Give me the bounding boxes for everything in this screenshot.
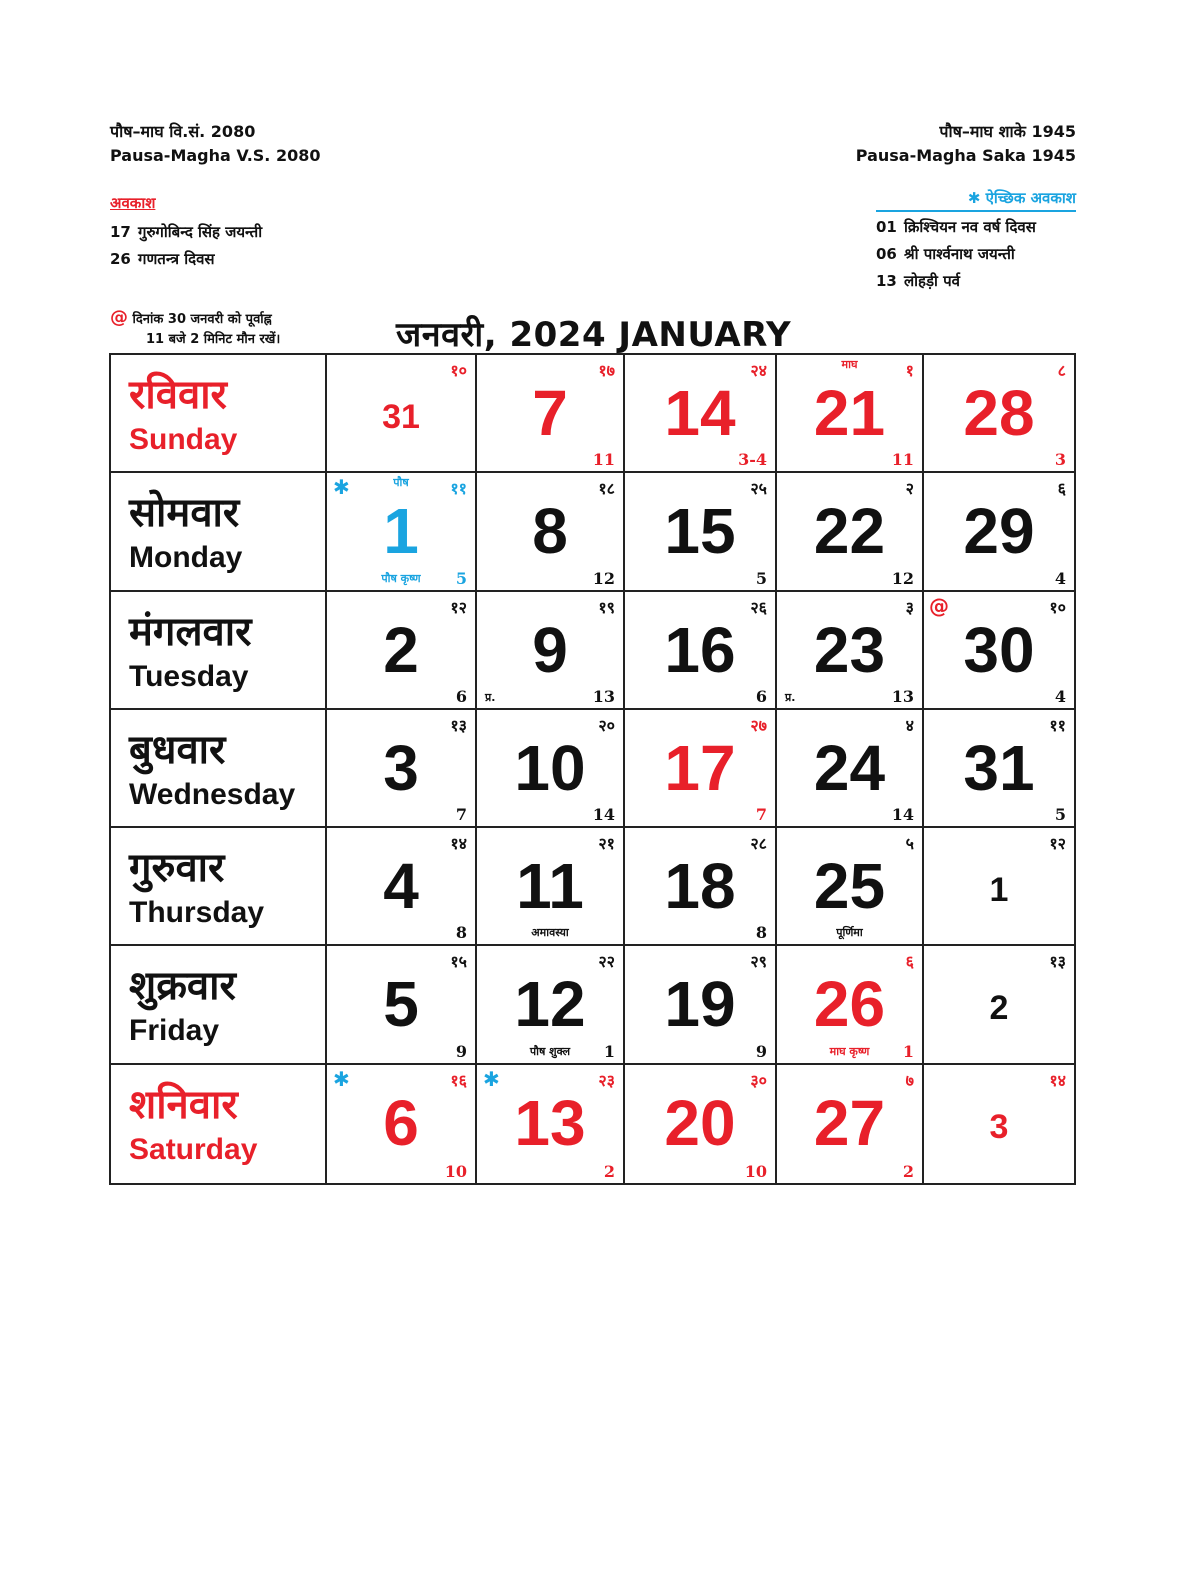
- date-number: 31: [963, 731, 1035, 804]
- date-cell[interactable]: [327, 946, 477, 1064]
- date-number: 7: [532, 377, 568, 449]
- date-cell[interactable]: [777, 355, 924, 473]
- date-cell[interactable]: [777, 828, 924, 946]
- tithi-number: ४: [905, 715, 914, 735]
- at-icon: @: [110, 307, 128, 328]
- date-number: 17: [664, 731, 736, 804]
- tithi-number: १२: [1049, 834, 1066, 854]
- header-left: [110, 120, 320, 168]
- date-cell[interactable]: [777, 592, 924, 710]
- date-cell[interactable]: [924, 710, 1074, 828]
- date-cell[interactable]: [327, 1065, 477, 1183]
- month-start-label: माघ: [841, 358, 858, 371]
- date-cell[interactable]: [477, 946, 625, 1064]
- bottom-number: 13: [592, 686, 615, 706]
- date-number: 2: [383, 613, 419, 686]
- tithi-number: १९: [598, 597, 615, 617]
- bottom-number: 1: [603, 1041, 615, 1061]
- weekday-english: Sunday: [129, 423, 238, 456]
- date-number: 21: [813, 377, 886, 449]
- date-cell[interactable]: [327, 710, 477, 828]
- bottom-number: 6: [755, 686, 767, 706]
- date-cell[interactable]: [924, 592, 1074, 710]
- tithi-number: १: [905, 361, 914, 380]
- date-cell[interactable]: [924, 1065, 1074, 1183]
- date-number: 15: [664, 495, 736, 568]
- weekday-english: Thursday: [129, 896, 265, 930]
- date-cell[interactable]: [777, 1065, 924, 1183]
- date-number: 12: [514, 968, 586, 1041]
- date-cell[interactable]: [924, 473, 1074, 591]
- weekday-cell: [111, 355, 327, 473]
- date-cell[interactable]: [625, 355, 777, 473]
- vs-year-hindi: पौष–माघ वि.सं. 2080: [110, 122, 256, 141]
- tithi-number: ३: [905, 597, 914, 617]
- bottom-number: 5: [755, 568, 767, 588]
- weekday-hindi: गुरुवार: [129, 844, 225, 892]
- weekday-hindi: सोमवार: [129, 489, 240, 537]
- tithi-number: ६: [1057, 479, 1066, 499]
- tithi-number: १२: [450, 597, 467, 617]
- tithi-number: ३०: [750, 1070, 767, 1090]
- bottom-number: 12: [592, 568, 615, 588]
- calendar-grid: [109, 353, 1076, 1185]
- paksha-label: पूर्णिमा: [836, 926, 863, 940]
- tithi-number: २८: [750, 834, 767, 854]
- weekday-hindi: शनिवार: [129, 1080, 238, 1128]
- tithi-number: ७: [905, 1070, 914, 1090]
- date-number: 6: [383, 1086, 419, 1159]
- tithi-number: १६: [450, 1070, 467, 1090]
- weekday-english: Friday: [129, 1014, 220, 1048]
- bottom-number: 13: [891, 686, 914, 706]
- date-number: 8: [532, 495, 568, 568]
- date-number: 3: [383, 731, 419, 804]
- tithi-number: २०: [598, 715, 615, 735]
- at-icon: @: [929, 593, 949, 618]
- optional-holidays-section: [876, 188, 1076, 295]
- date-cell[interactable]: [477, 1065, 625, 1183]
- date-number: 10: [514, 731, 586, 804]
- bottom-number: 3-4: [738, 450, 767, 470]
- date-number: 1: [383, 495, 419, 568]
- vs-year-english: Pausa-Magha V.S. 2080: [110, 146, 321, 165]
- tithi-number: १८: [598, 479, 615, 499]
- weekday-english: Saturday: [129, 1132, 258, 1166]
- weekday-cell: [111, 1065, 327, 1183]
- tithi-number: २९: [750, 952, 767, 972]
- paksha-label: पौष शुक्ल: [529, 1044, 571, 1058]
- tithi-number: २१: [598, 834, 615, 854]
- tithi-number: ६: [905, 952, 914, 972]
- tithi-number: १४: [450, 834, 467, 854]
- date-cell[interactable]: [477, 710, 625, 828]
- date-number: 29: [963, 495, 1035, 568]
- optional-holiday-item: 13 लोहड़ी पर्व: [876, 272, 961, 290]
- weekday-hindi: शुक्रवार: [129, 962, 236, 1010]
- tithi-number: १०: [450, 361, 467, 380]
- date-number: 23: [813, 613, 886, 686]
- date-cell[interactable]: [924, 946, 1074, 1064]
- bottom-number: 2: [902, 1161, 914, 1181]
- holidays-section: [110, 193, 262, 273]
- date-number: 24: [813, 731, 886, 804]
- star-icon: ✱: [967, 189, 981, 207]
- date-cell[interactable]: [327, 592, 477, 710]
- date-cell[interactable]: [477, 473, 625, 591]
- bottom-number: 6: [455, 686, 467, 706]
- bottom-number: 8: [755, 923, 767, 943]
- bottom-number: 4: [1054, 686, 1066, 706]
- tithi-number: २६: [750, 597, 767, 617]
- date-cell[interactable]: [777, 710, 924, 828]
- date-number: 11: [516, 850, 584, 923]
- date-cell[interactable]: [777, 946, 924, 1064]
- bottom-number: 10: [744, 1161, 767, 1181]
- bottom-number: 4: [1054, 568, 1066, 588]
- paksha-label: अमावस्या: [531, 926, 569, 940]
- date-cell[interactable]: [327, 355, 477, 473]
- tithi-number: १४: [1049, 1070, 1066, 1090]
- weekday-cell: [111, 710, 327, 828]
- bottom-number: 7: [455, 805, 467, 825]
- bottom-number: 14: [891, 805, 914, 825]
- tithi-number: ११: [450, 479, 467, 499]
- date-cell[interactable]: [477, 592, 625, 710]
- bottom-number: 10: [444, 1161, 467, 1181]
- date-number: 25: [813, 850, 886, 923]
- tithi-number: १५: [450, 952, 467, 972]
- date-number: 30: [963, 613, 1035, 686]
- optional-holiday-item: 01 क्रिश्चियन नव वर्ष दिवस: [876, 218, 1036, 236]
- tithi-number: २३: [598, 1070, 615, 1090]
- tithi-number: १३: [1049, 952, 1066, 972]
- weekday-hindi: रविवार: [129, 371, 227, 418]
- weekday-cell: [111, 828, 327, 946]
- date-number: 22: [813, 495, 886, 568]
- tithi-number: २७: [750, 715, 767, 735]
- weekday-cell: [111, 473, 327, 591]
- date-cell[interactable]: [477, 355, 625, 473]
- bottom-number: 9: [755, 1041, 767, 1061]
- saka-year-hindi: पौष–माघ शाके 1945: [939, 122, 1076, 141]
- tithi-number: २५: [750, 479, 767, 499]
- weekday-english: Tuesday: [129, 659, 249, 693]
- bottom-number: 5: [1054, 805, 1066, 825]
- date-cell[interactable]: [625, 710, 777, 828]
- weekday-cell: [111, 592, 327, 710]
- date-number: 14: [664, 377, 736, 449]
- date-number: 2: [989, 989, 1009, 1028]
- date-number: 1: [989, 871, 1009, 910]
- star-icon: ✱: [333, 1066, 350, 1091]
- date-cell[interactable]: [924, 355, 1074, 473]
- bottom-number: 3: [1054, 450, 1066, 470]
- date-cell[interactable]: [924, 828, 1074, 946]
- bottom-number: 8: [455, 923, 467, 943]
- silence-note: @ दिनांक 30 जनवरी को पूर्वाह्न 11 बजे 2 मिनिट मौन रखें।: [110, 307, 281, 347]
- weekday-english: Monday: [129, 541, 243, 575]
- star-icon: ✱: [333, 475, 350, 500]
- date-number: 13: [514, 1086, 586, 1159]
- holiday-item: 26 गणतन्त्र दिवस: [110, 250, 215, 268]
- pradosh-label: प्र.: [485, 690, 496, 704]
- date-number: 5: [383, 968, 419, 1041]
- header-right: [856, 120, 1076, 168]
- date-cell[interactable]: [327, 828, 477, 946]
- paksha-label: पौष कृष्ण: [381, 571, 421, 585]
- date-number: 18: [664, 850, 736, 923]
- date-number: 27: [813, 1086, 886, 1159]
- tithi-number: १०: [1049, 597, 1066, 617]
- date-number: 19: [664, 968, 736, 1041]
- holiday-item: 17 गुरुगोबिन्द सिंह जयन्ती: [110, 223, 263, 241]
- bottom-number: 1: [902, 1041, 914, 1061]
- bottom-number: 7: [755, 805, 767, 825]
- bottom-number: 14: [592, 805, 615, 825]
- paksha-label: माघ कृष्ण: [829, 1044, 870, 1058]
- date-number: 31: [382, 398, 420, 436]
- tithi-number: १३: [450, 715, 467, 735]
- tithi-number: ८: [1057, 361, 1066, 380]
- date-number: 3: [989, 1107, 1009, 1146]
- date-cell[interactable]: [625, 946, 777, 1064]
- tithi-number: ११: [1049, 715, 1066, 735]
- date-number: 28: [963, 377, 1035, 449]
- date-number: 20: [664, 1086, 736, 1159]
- date-number: 4: [383, 850, 419, 923]
- star-icon: ✱: [483, 1066, 500, 1091]
- pradosh-label: प्र.: [785, 690, 796, 704]
- bottom-number: 2: [603, 1161, 615, 1181]
- weekday-hindi: मंगलवार: [129, 607, 252, 655]
- month-start-label: पौष: [393, 476, 409, 490]
- date-cell[interactable]: [625, 473, 777, 591]
- bottom-number: 5: [455, 568, 467, 588]
- holidays-title: अवकाश: [110, 194, 156, 212]
- tithi-number: २२: [598, 952, 615, 972]
- date-cell[interactable]: [477, 828, 625, 946]
- weekday-english: Wednesday: [129, 777, 296, 811]
- date-cell[interactable]: [625, 1065, 777, 1183]
- date-number: 9: [532, 613, 568, 686]
- saka-year-english: Pausa-Magha Saka 1945: [855, 146, 1076, 165]
- holidays-list: [110, 219, 262, 273]
- optional-holidays-title: ✱ ऐच्छिक अवकाश: [876, 188, 1076, 212]
- date-cell[interactable]: [625, 592, 777, 710]
- weekday-hindi: बुधवार: [129, 725, 226, 773]
- tithi-number: २४: [750, 361, 767, 380]
- optional-holiday-item: 06 श्री पार्श्वनाथ जयन्ती: [876, 245, 1015, 263]
- weekday-cell: [111, 946, 327, 1064]
- date-cell[interactable]: [327, 473, 477, 591]
- bottom-number: 12: [891, 568, 914, 588]
- tithi-number: १७: [598, 361, 615, 380]
- optional-holidays-list: [876, 214, 1076, 295]
- date-number: 26: [813, 968, 886, 1041]
- date-cell[interactable]: [777, 473, 924, 591]
- bottom-number: 9: [455, 1041, 467, 1061]
- bottom-number: 11: [592, 450, 615, 470]
- month-title: जनवरी, 2024 JANUARY: [396, 315, 792, 355]
- date-cell[interactable]: [625, 828, 777, 946]
- tithi-number: ५: [905, 834, 914, 854]
- date-number: 16: [664, 613, 736, 686]
- bottom-number: 11: [891, 450, 914, 470]
- tithi-number: २: [905, 479, 914, 499]
